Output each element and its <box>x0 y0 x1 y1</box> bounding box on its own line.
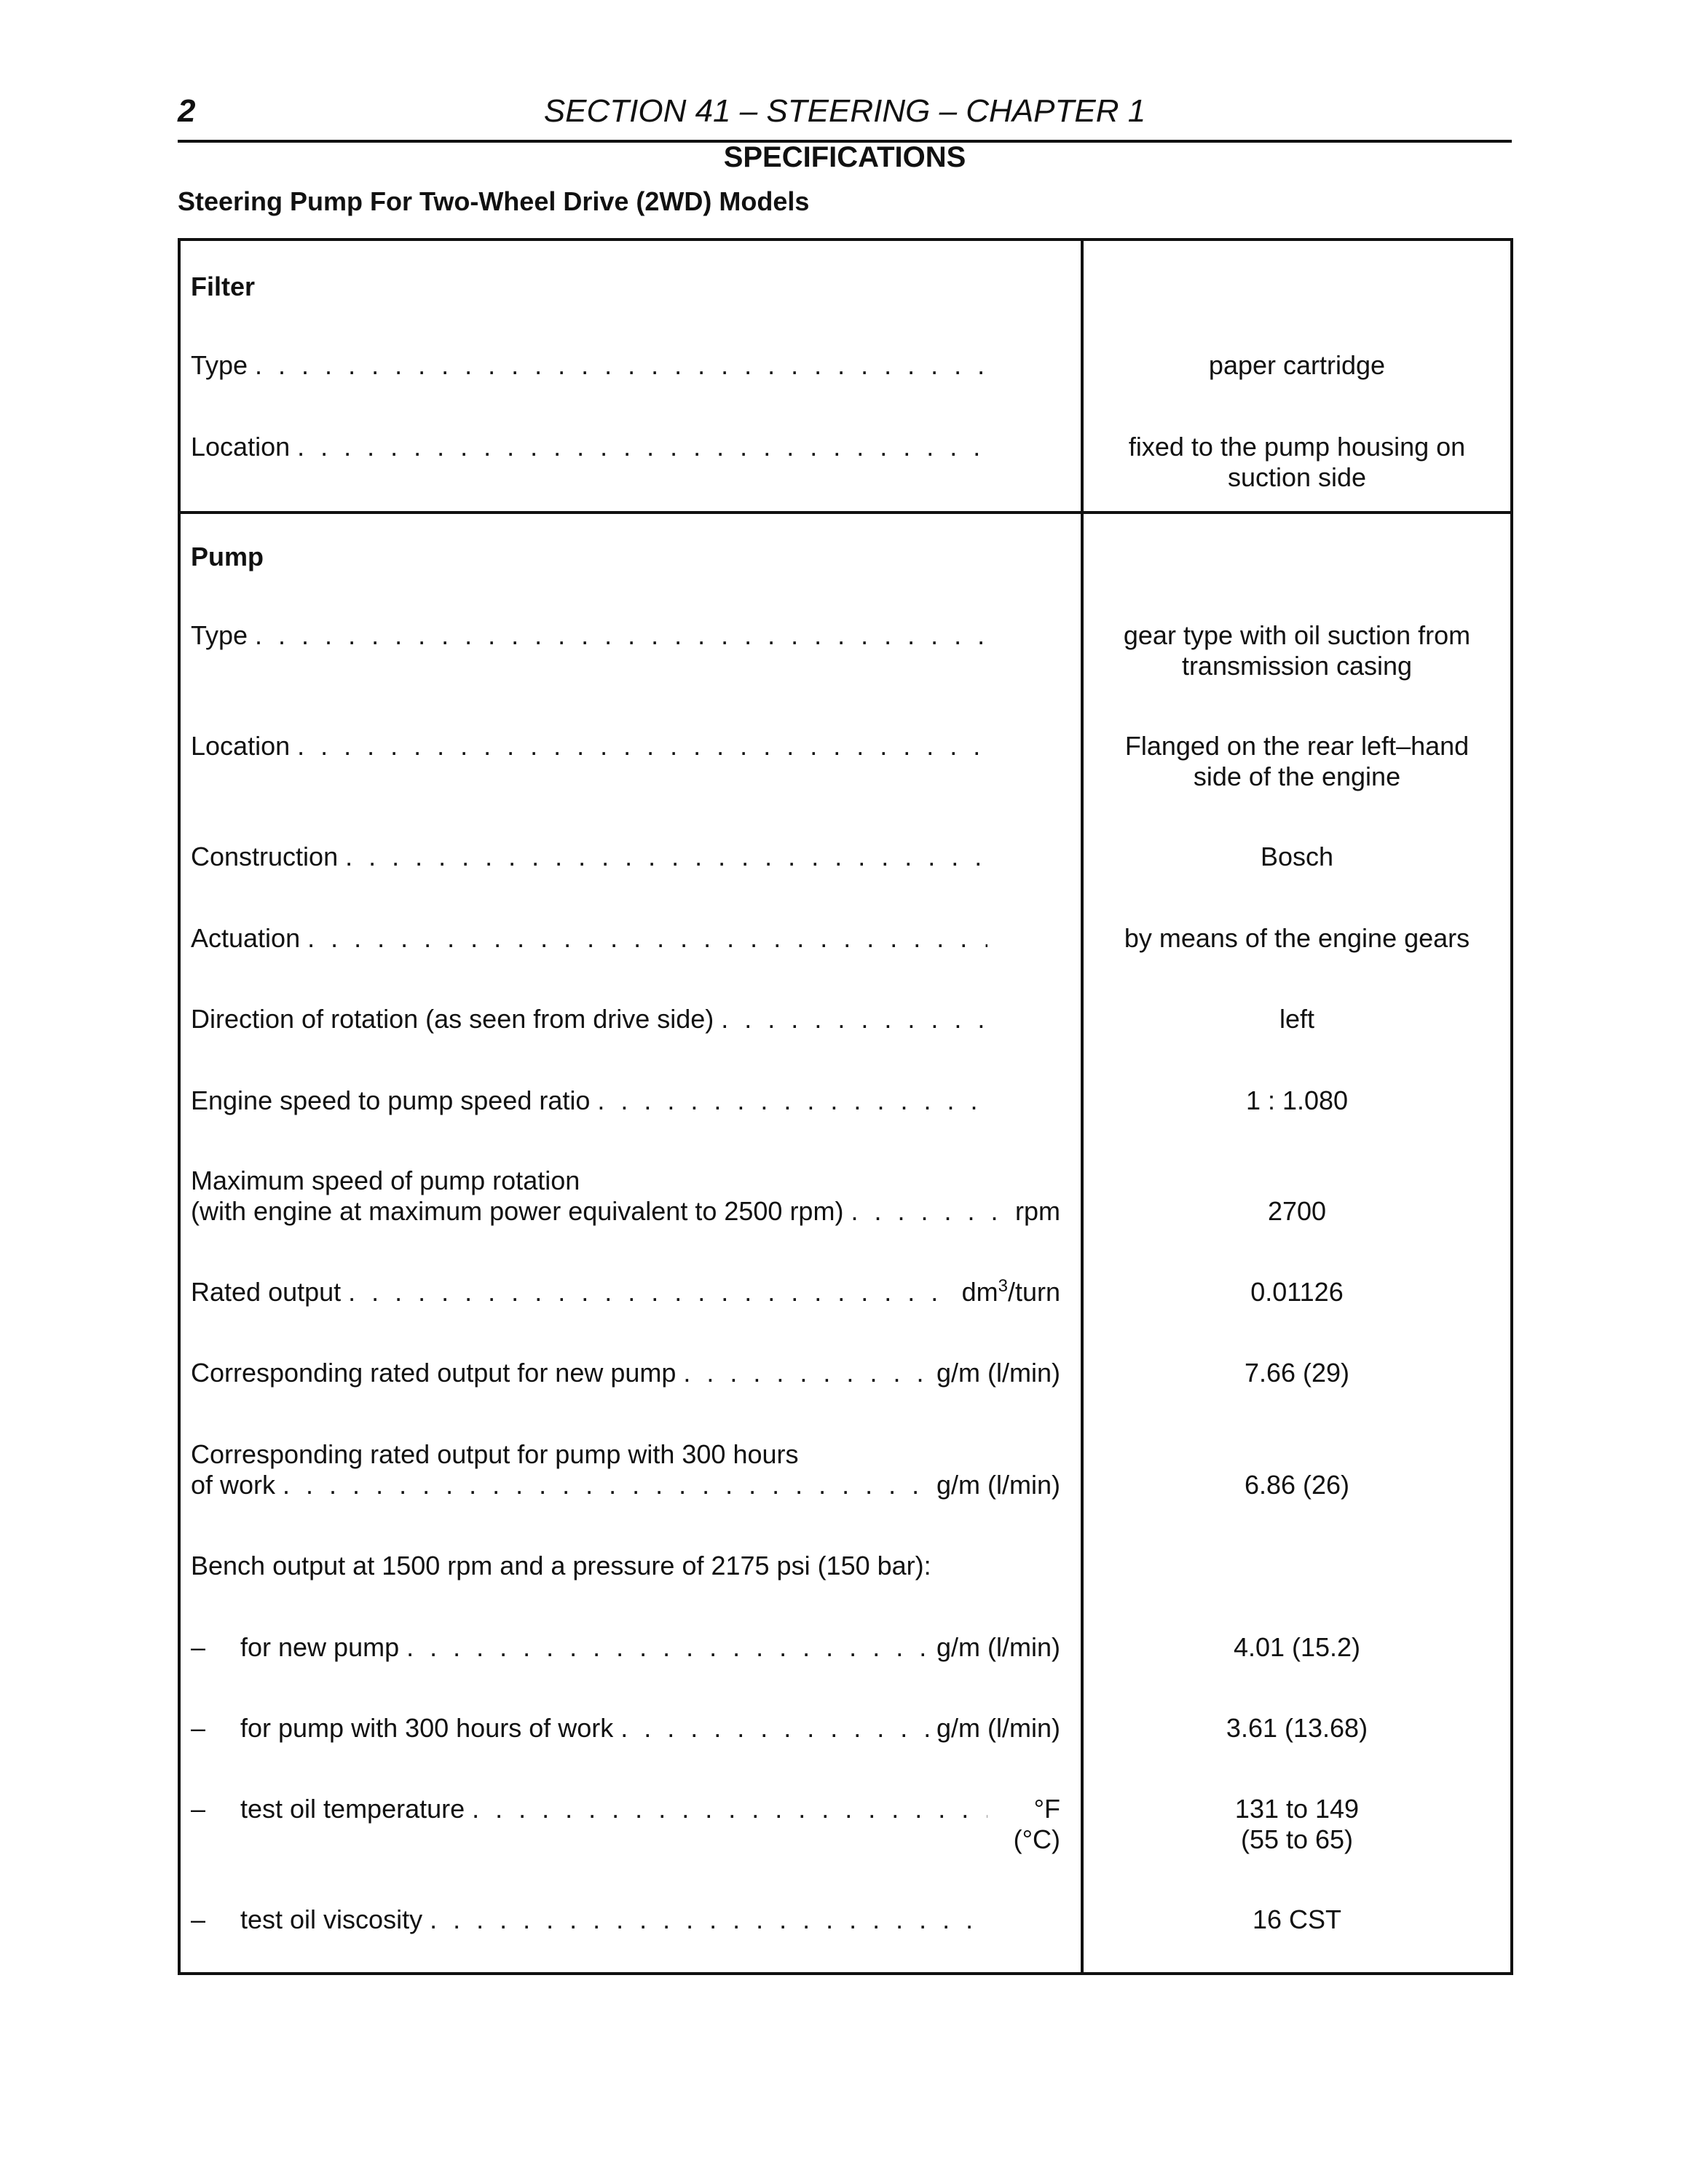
spec-value: Bosch <box>1260 842 1334 871</box>
spec-unit: g/m (l/min) <box>936 1713 1060 1743</box>
spec-label: (with engine at maximum power equivalent to 2500 rpm) <box>191 1196 844 1226</box>
unit-line: °F <box>1033 1794 1060 1824</box>
unit-suffix: /turn <box>1007 1277 1060 1307</box>
spec-table <box>178 238 1513 1975</box>
dot-leader <box>283 1470 929 1500</box>
dot-leader <box>255 350 987 381</box>
spec-label: of work <box>191 1470 276 1500</box>
spec-value: 2700 <box>1267 1196 1327 1226</box>
dot-leader <box>620 1713 929 1744</box>
dot-leader <box>345 842 987 872</box>
spec-label: Construction <box>191 842 339 871</box>
unit-exponent: 3 <box>998 1276 1008 1296</box>
filter-title: Filter <box>191 272 256 301</box>
dot-leader <box>348 1277 954 1307</box>
spec-value: 16 CST <box>1252 1904 1342 1934</box>
spec-value: paper cartridge <box>1208 350 1386 380</box>
spec-label: Rated output <box>191 1277 342 1307</box>
spec-value-line: suction side <box>1227 462 1367 492</box>
dot-leader <box>297 731 987 761</box>
spec-value-line: Flanged on the rear left–hand <box>1124 731 1470 761</box>
spec-value <box>1084 432 1510 493</box>
dot-leader <box>851 1196 1008 1227</box>
dot-leader <box>255 620 987 651</box>
pump-title: Pump <box>191 542 264 571</box>
spec-value-line: 131 to 149 <box>1234 1794 1360 1824</box>
spec-unit: g/m (l/min) <box>936 1358 1060 1388</box>
list-dash: – <box>191 1632 206 1662</box>
spec-label: Corresponding rated output for pump with 300 hours <box>191 1439 799 1469</box>
page-header <box>178 93 1512 143</box>
spec-label: Maximum speed of pump rotation <box>191 1166 580 1195</box>
dot-leader <box>307 923 987 954</box>
dot-leader <box>430 1904 987 1935</box>
spec-value-line: fixed to the pump housing on <box>1128 432 1466 462</box>
dot-leader <box>406 1632 929 1663</box>
spec-value <box>1084 1794 1510 1855</box>
spec-value: 3.61 (13.68) <box>1226 1713 1368 1743</box>
spec-label: Engine speed to pump speed ratio <box>191 1085 591 1115</box>
pump-section <box>178 514 1513 1975</box>
spec-value: left <box>1279 1004 1315 1034</box>
spec-label: Direction of rotation (as seen from drive side) <box>191 1004 714 1034</box>
spec-unit: rpm <box>1015 1196 1060 1226</box>
spec-label: Corresponding rated output for new pump <box>191 1358 677 1388</box>
list-dash: – <box>191 1904 206 1934</box>
spec-unit <box>995 1794 1060 1824</box>
spec-value-line: gear type with oil suction from <box>1123 620 1471 650</box>
spec-unit: g/m (l/min) <box>936 1632 1060 1662</box>
spec-value: 6.86 (26) <box>1244 1470 1350 1500</box>
spec-label: Type <box>191 620 248 650</box>
spec-label: for new pump <box>240 1632 400 1662</box>
spec-value <box>1084 731 1510 792</box>
dot-leader <box>683 1358 929 1388</box>
spec-value-line: side of the engine <box>1193 761 1401 791</box>
table-subheading: Steering Pump For Two-Wheel Drive (2WD) Models <box>178 186 810 216</box>
spec-value-line: (55 to 65) <box>1240 1824 1354 1854</box>
spec-label: Bench output at 1500 rpm and a pressure of 2175 psi (150 bar): <box>191 1551 931 1580</box>
specifications-heading: SPECIFICATIONS <box>723 141 966 173</box>
spec-label: test oil viscosity <box>240 1904 423 1934</box>
spec-unit <box>962 1277 1060 1307</box>
spec-value: 1 : 1.080 <box>1245 1085 1349 1115</box>
dot-leader <box>721 1004 987 1034</box>
spec-label: for pump with 300 hours of work <box>240 1713 614 1743</box>
spec-label: Type <box>191 350 248 380</box>
filter-section <box>178 238 1513 514</box>
list-dash: – <box>191 1794 206 1824</box>
dot-leader <box>597 1085 987 1116</box>
spec-value: 7.66 (29) <box>1244 1358 1350 1388</box>
running-title: SECTION 41 – STEERING – CHAPTER 1 <box>543 93 1146 129</box>
spec-value: by means of the engine gears <box>1124 923 1470 953</box>
spec-unit-line: (°C) <box>1013 1824 1060 1854</box>
spec-label: Location <box>191 731 291 761</box>
spec-label: Actuation <box>191 923 301 953</box>
unit-base: dm <box>961 1277 998 1307</box>
spec-unit: g/m (l/min) <box>936 1470 1060 1500</box>
spec-value: 0.01126 <box>1250 1277 1344 1307</box>
list-dash: – <box>191 1713 206 1743</box>
spec-label: test oil temperature <box>240 1794 465 1824</box>
spec-value <box>1084 620 1510 681</box>
dot-leader <box>297 432 987 462</box>
spec-value-line: transmission casing <box>1181 651 1413 681</box>
spec-label: Location <box>191 432 291 462</box>
dot-leader <box>472 1794 987 1824</box>
spec-value: 4.01 (15.2) <box>1233 1632 1361 1662</box>
page-number: 2 <box>178 93 196 129</box>
